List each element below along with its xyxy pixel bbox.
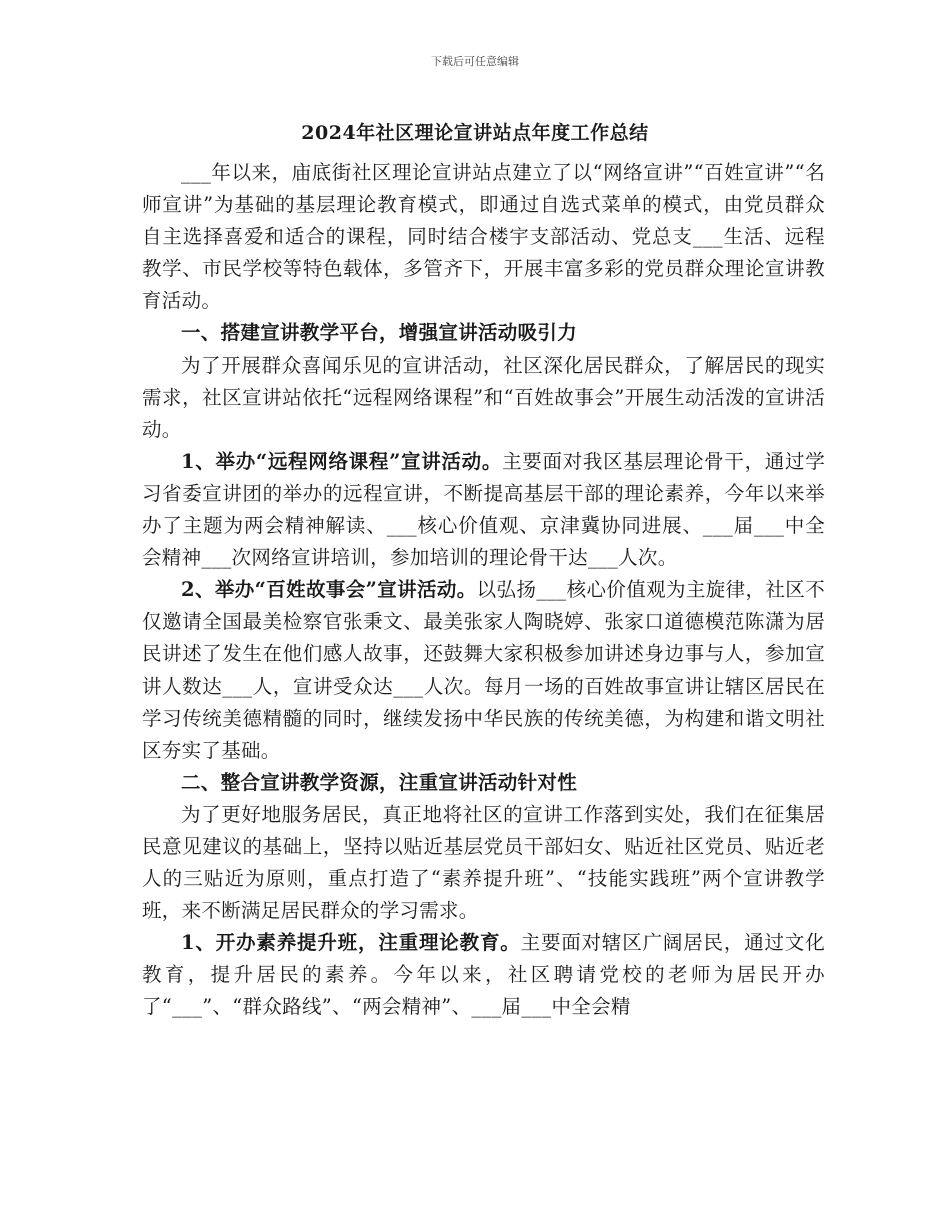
paragraph-quality-class — [142, 927, 825, 1023]
document-title: 2024年社区理论宣讲站点年度工作总结 — [301, 122, 649, 144]
paragraph-remote-course — [142, 446, 825, 574]
paragraph-lead: 1、开办素养提升班，注重理论教育。 — [181, 931, 521, 955]
paragraph-lead: 2、举办“百姓故事会”宣讲活动。 — [181, 578, 477, 602]
section-heading-1: 一、搭建宣讲教学平台，增强宣讲活动吸引力 — [181, 321, 578, 345]
paragraph-text: 为了开展群众喜闻乐见的宣讲活动，社区深化居民群众，了解居民的现实需求，社区宣讲站依托“远程网络课程”和“百姓故事会”开展生动活泼的宣讲活动。 — [142, 353, 825, 441]
paragraph-text: 为了更好地服务居民，真正地将社区的宣讲工作落到实处，我们在征集居民意见建议的基础上，坚持以贴近基层党员干部妇女、贴近社区党员、贴近老人的三贴近为原则，重点打造了“素养提升班”、“技能实践班”两个宣讲教学班，来不断满足居民群众的学习需求。 — [142, 802, 825, 923]
paragraph-text: 主要面对我区基层理论骨干，通过学习省委宣讲团的举办的远程宣讲，不断提高基层干部的理论素养，今年以来举办了主题为两会精神解读、___核心价值观、京津冀协同进展、___届___中全会精神___次网络宣讲培训，参加培训的理论骨干达___人次。 — [142, 449, 825, 570]
header-note: 下载后可任意编辑 — [431, 55, 519, 68]
paragraph-text: ___年以来，庙底街社区理论宣讲站点建立了以“网络宣讲”“百姓宣讲”“名师宣讲”为基础的基层理论教育模式，即通过自选式菜单的模式，由党员群众自主选择喜爱和适合的课程，同时结合楼宇支部活动、党总支___生活、远程教学、市民学校等特色载体，多管齐下，开展丰富多彩的党员群众理论宣讲教育活动。 — [142, 161, 825, 313]
paragraph-section-2 — [142, 799, 825, 927]
paragraph-story-meeting — [142, 574, 825, 767]
paragraph-intro — [142, 157, 825, 317]
paragraph-lead: 1、举办“远程网络课程”宣讲活动。 — [181, 449, 503, 473]
paragraph-text: 主要面对辖区广阔居民，通过文化教育，提升居民的素养。今年以来，社区聘请党校的老师为居民开办了“___”、“群众路线”、“两会精神”、___届___中全会精 — [142, 931, 825, 1019]
paragraph-text: 以弘扬___核心价值观为主旋律，社区不仅邀请全国最美检察官张秉文、最美张家人陶晓婷、张家口道德模范陈潇为居民讲述了发生在他们感人故事，还鼓舞大家积极参加讲述身边事与人，参加宣讲人数达___人，宣讲受众达___人次。每月一场的百姓故事宣讲让辖区居民在学习传统美德精髓的同时，继续发扬中华民族的传统美德，为构建和谐文明社区夯实了基础。 — [142, 578, 825, 762]
paragraph-section-1 — [142, 350, 825, 446]
document-body — [142, 157, 825, 1024]
section-heading-2: 二、整合宣讲教学资源，注重宣讲活动针对性 — [181, 770, 578, 794]
